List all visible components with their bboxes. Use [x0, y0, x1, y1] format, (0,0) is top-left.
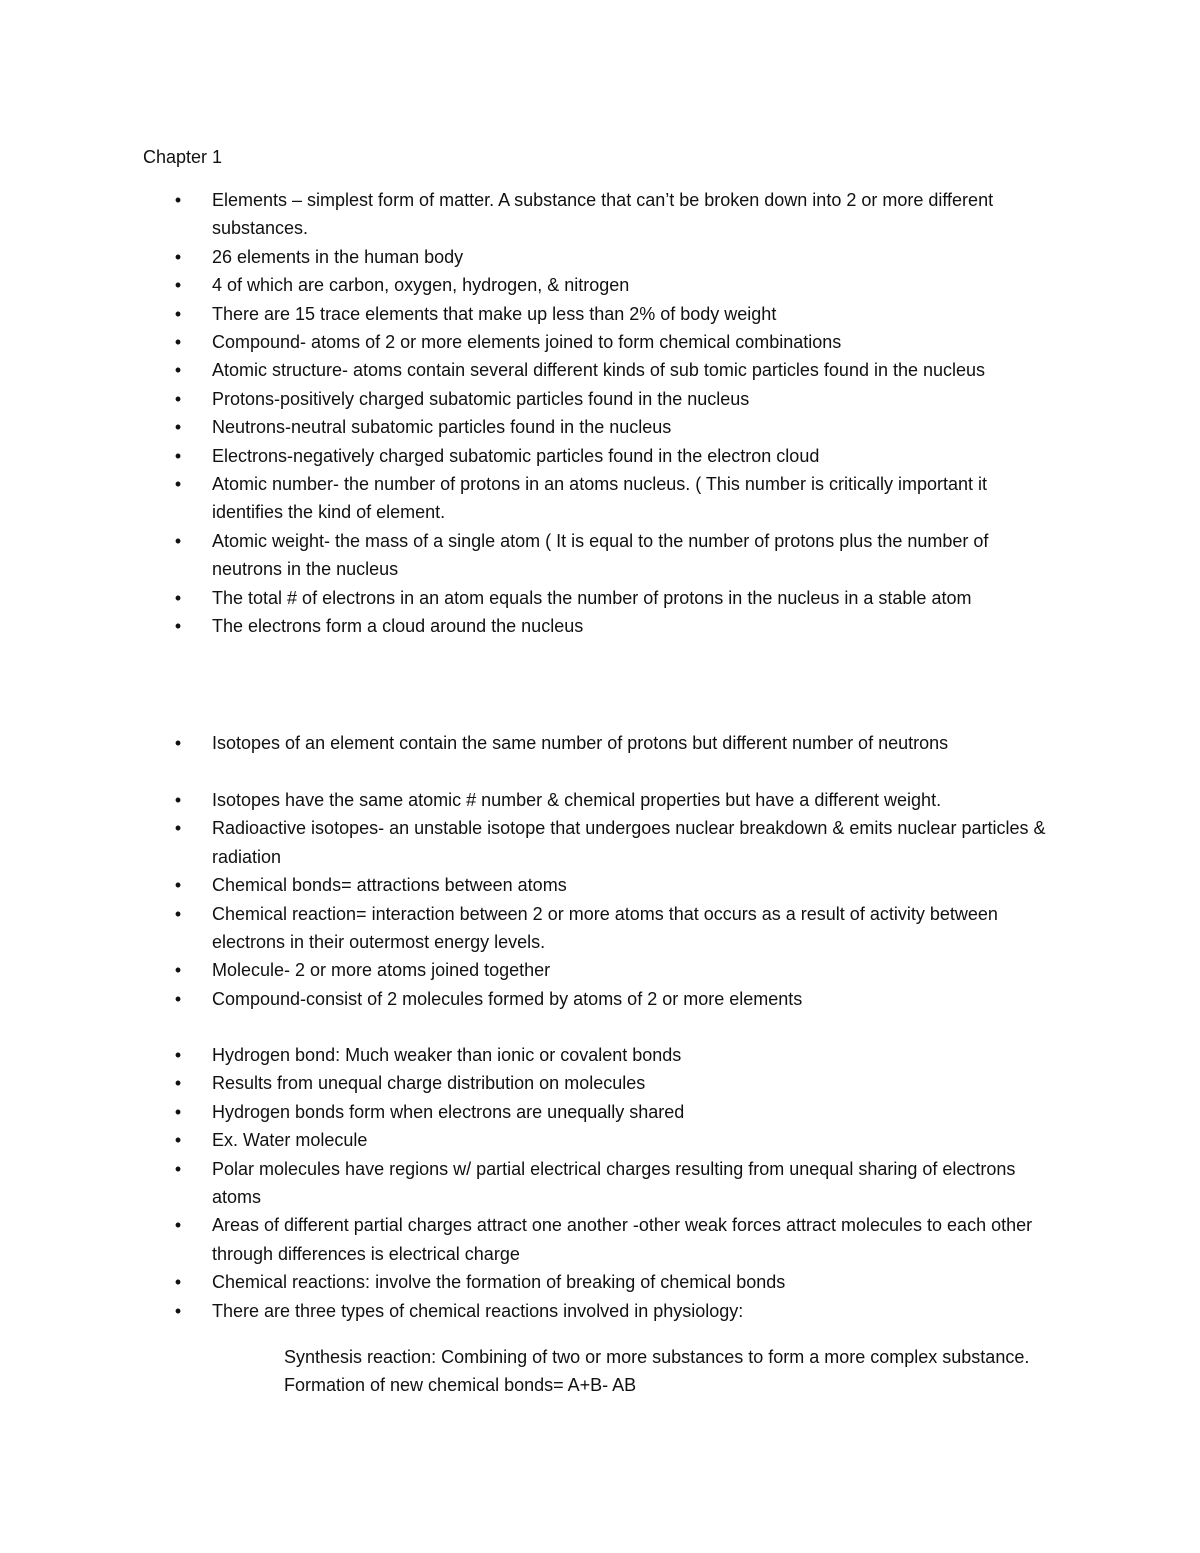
list-item	[0, 1069, 1200, 1097]
list-item	[0, 1211, 1200, 1268]
bullet-icon: •	[174, 1101, 182, 1122]
list-item	[0, 1126, 1200, 1154]
list-item-text: Isotopes of an element contain the same number of protons but different number of neutrons	[212, 733, 949, 753]
bullet-icon: •	[174, 1130, 182, 1151]
bullet-icon: •	[174, 1045, 182, 1065]
notes-list-isotopes	[0, 729, 1200, 757]
notes-list-hydrogen-bonds	[0, 1041, 1200, 1325]
list-item	[0, 300, 1200, 328]
bullet-icon: •	[174, 818, 182, 839]
list-item	[0, 900, 1200, 957]
bullet-icon: •	[174, 1158, 182, 1179]
bullet-icon: •	[174, 587, 182, 608]
list-item	[0, 1155, 1200, 1212]
bullet-icon: •	[174, 275, 182, 296]
list-item	[0, 470, 1200, 527]
bullet-icon: •	[174, 616, 182, 637]
list-item	[0, 871, 1200, 899]
list-item-text: Compound- atoms of 2 or more elements joined to form chemical combinations	[212, 332, 842, 353]
list-item	[0, 584, 1200, 612]
list-item-text: 26 elements in the human body	[212, 246, 464, 267]
list-item	[0, 1268, 1200, 1296]
bullet-icon: •	[174, 474, 182, 495]
list-item-text: Chemical reaction= interaction between 2 or more atoms that occurs as a result of activity between electrons in their outermost energy levels.	[212, 903, 998, 953]
list-item	[0, 814, 1200, 871]
list-item	[0, 985, 1200, 1013]
notes-list-bonds	[0, 786, 1200, 1013]
list-item	[0, 1041, 1200, 1069]
list-item	[0, 442, 1200, 470]
list-item	[0, 186, 1200, 243]
bullet-icon: •	[174, 1272, 182, 1293]
list-item	[0, 271, 1200, 299]
bullet-icon: •	[174, 246, 182, 267]
list-item	[0, 243, 1200, 271]
bullet-icon: •	[174, 733, 182, 753]
bullet-icon: •	[174, 790, 182, 810]
list-item-text: Areas of different partial charges attract one another -other weak forces attract molecules to each other through differences is electrical charge	[212, 1215, 1033, 1264]
bullet-icon: •	[174, 903, 182, 924]
list-item-text: Chemical reactions: involve the formation of breaking of chemical bonds	[212, 1272, 786, 1293]
list-item-text: Hydrogen bonds form when electrons are unequally shared	[212, 1101, 685, 1122]
chapter-title: Chapter 1	[143, 147, 223, 167]
bullet-icon: •	[174, 332, 182, 353]
list-item-text: Molecule- 2 or more atoms joined together	[212, 960, 551, 981]
bullet-icon: •	[174, 1300, 182, 1321]
list-item	[0, 328, 1200, 356]
list-item-text: Atomic weight- the mass of a single atom ( It is equal to the number of protons plus the number of neutrons in the nucleus	[212, 530, 989, 580]
bullet-icon: •	[174, 875, 182, 896]
list-item-text: Compound-consist of 2 molecules formed by atoms of 2 or more elements	[212, 988, 803, 1009]
bullet-icon: •	[174, 1073, 182, 1094]
list-item-text: The total # of electrons in an atom equals the number of protons in the nucleus in a stable atom	[212, 587, 972, 608]
bullet-icon: •	[174, 960, 182, 981]
list-item-text: Atomic number- the number of protons in an atoms nucleus. ( This number is critically important it identifies the kind of element.	[212, 474, 987, 523]
list-item-text: Hydrogen bond: Much weaker than ionic or covalent bonds	[212, 1045, 682, 1065]
list-item-text: 4 of which are carbon, oxygen, hydrogen, & nitrogen	[212, 275, 630, 296]
list-item	[0, 956, 1200, 984]
list-item-text: Ex. Water molecule	[212, 1130, 368, 1151]
list-item	[0, 729, 1200, 757]
bullet-icon: •	[174, 303, 182, 324]
list-item	[0, 356, 1200, 384]
list-item-text: Protons-positively charged subatomic particles found in the nucleus	[212, 388, 750, 409]
bullet-icon: •	[174, 445, 182, 466]
bullet-icon: •	[174, 360, 182, 381]
list-item-text: Polar molecules have regions w/ partial electrical charges resulting from unequal sharing of electrons atoms	[212, 1158, 1016, 1208]
bullet-icon: •	[174, 190, 182, 210]
bullet-icon: •	[174, 1215, 182, 1236]
bullet-icon: •	[174, 388, 182, 409]
list-item	[0, 786, 1200, 814]
list-item	[0, 527, 1200, 584]
list-item	[0, 1098, 1200, 1126]
list-item	[0, 413, 1200, 441]
list-item	[0, 385, 1200, 413]
list-item	[0, 1297, 1200, 1325]
bullet-icon: •	[174, 417, 182, 438]
list-item	[0, 612, 1200, 640]
list-item-text: There are 15 trace elements that make up less than 2% of body weight	[212, 303, 777, 324]
list-item-text: Chemical bonds= attractions between atoms	[212, 875, 567, 896]
list-item-text: Isotopes have the same atomic # number & chemical properties but have a different weight.	[212, 790, 942, 810]
list-item-text: Neutrons-neutral subatomic particles found in the nucleus	[212, 417, 672, 438]
list-item-text: Atomic structure- atoms contain several different kinds of sub tomic particles found in the nucleus	[212, 360, 986, 381]
bullet-icon: •	[174, 988, 182, 1009]
list-item-text: Radioactive isotopes- an unstable isotope that undergoes nuclear breakdown & emits nuclear particles & radiation	[212, 818, 1046, 867]
list-item-text: Electrons-negatively charged subatomic particles found in the electron cloud	[212, 445, 820, 466]
notes-list-elements	[0, 186, 1200, 641]
list-item-text: The electrons form a cloud around the nucleus	[212, 616, 584, 637]
synthesis-reaction-paragraph: Synthesis reaction: Combining of two or more substances to form a more complex substance. Formation of new chemical bonds= A+B- AB	[284, 1347, 1030, 1396]
list-item-text: There are three types of chemical reactions involved in physiology:	[212, 1300, 744, 1321]
list-item-text: Results from unequal charge distribution on molecules	[212, 1073, 646, 1094]
bullet-icon: •	[174, 530, 182, 551]
list-item-text: Elements – simplest form of matter. A substance that can’t be broken down into 2 or more different substances.	[212, 190, 994, 239]
